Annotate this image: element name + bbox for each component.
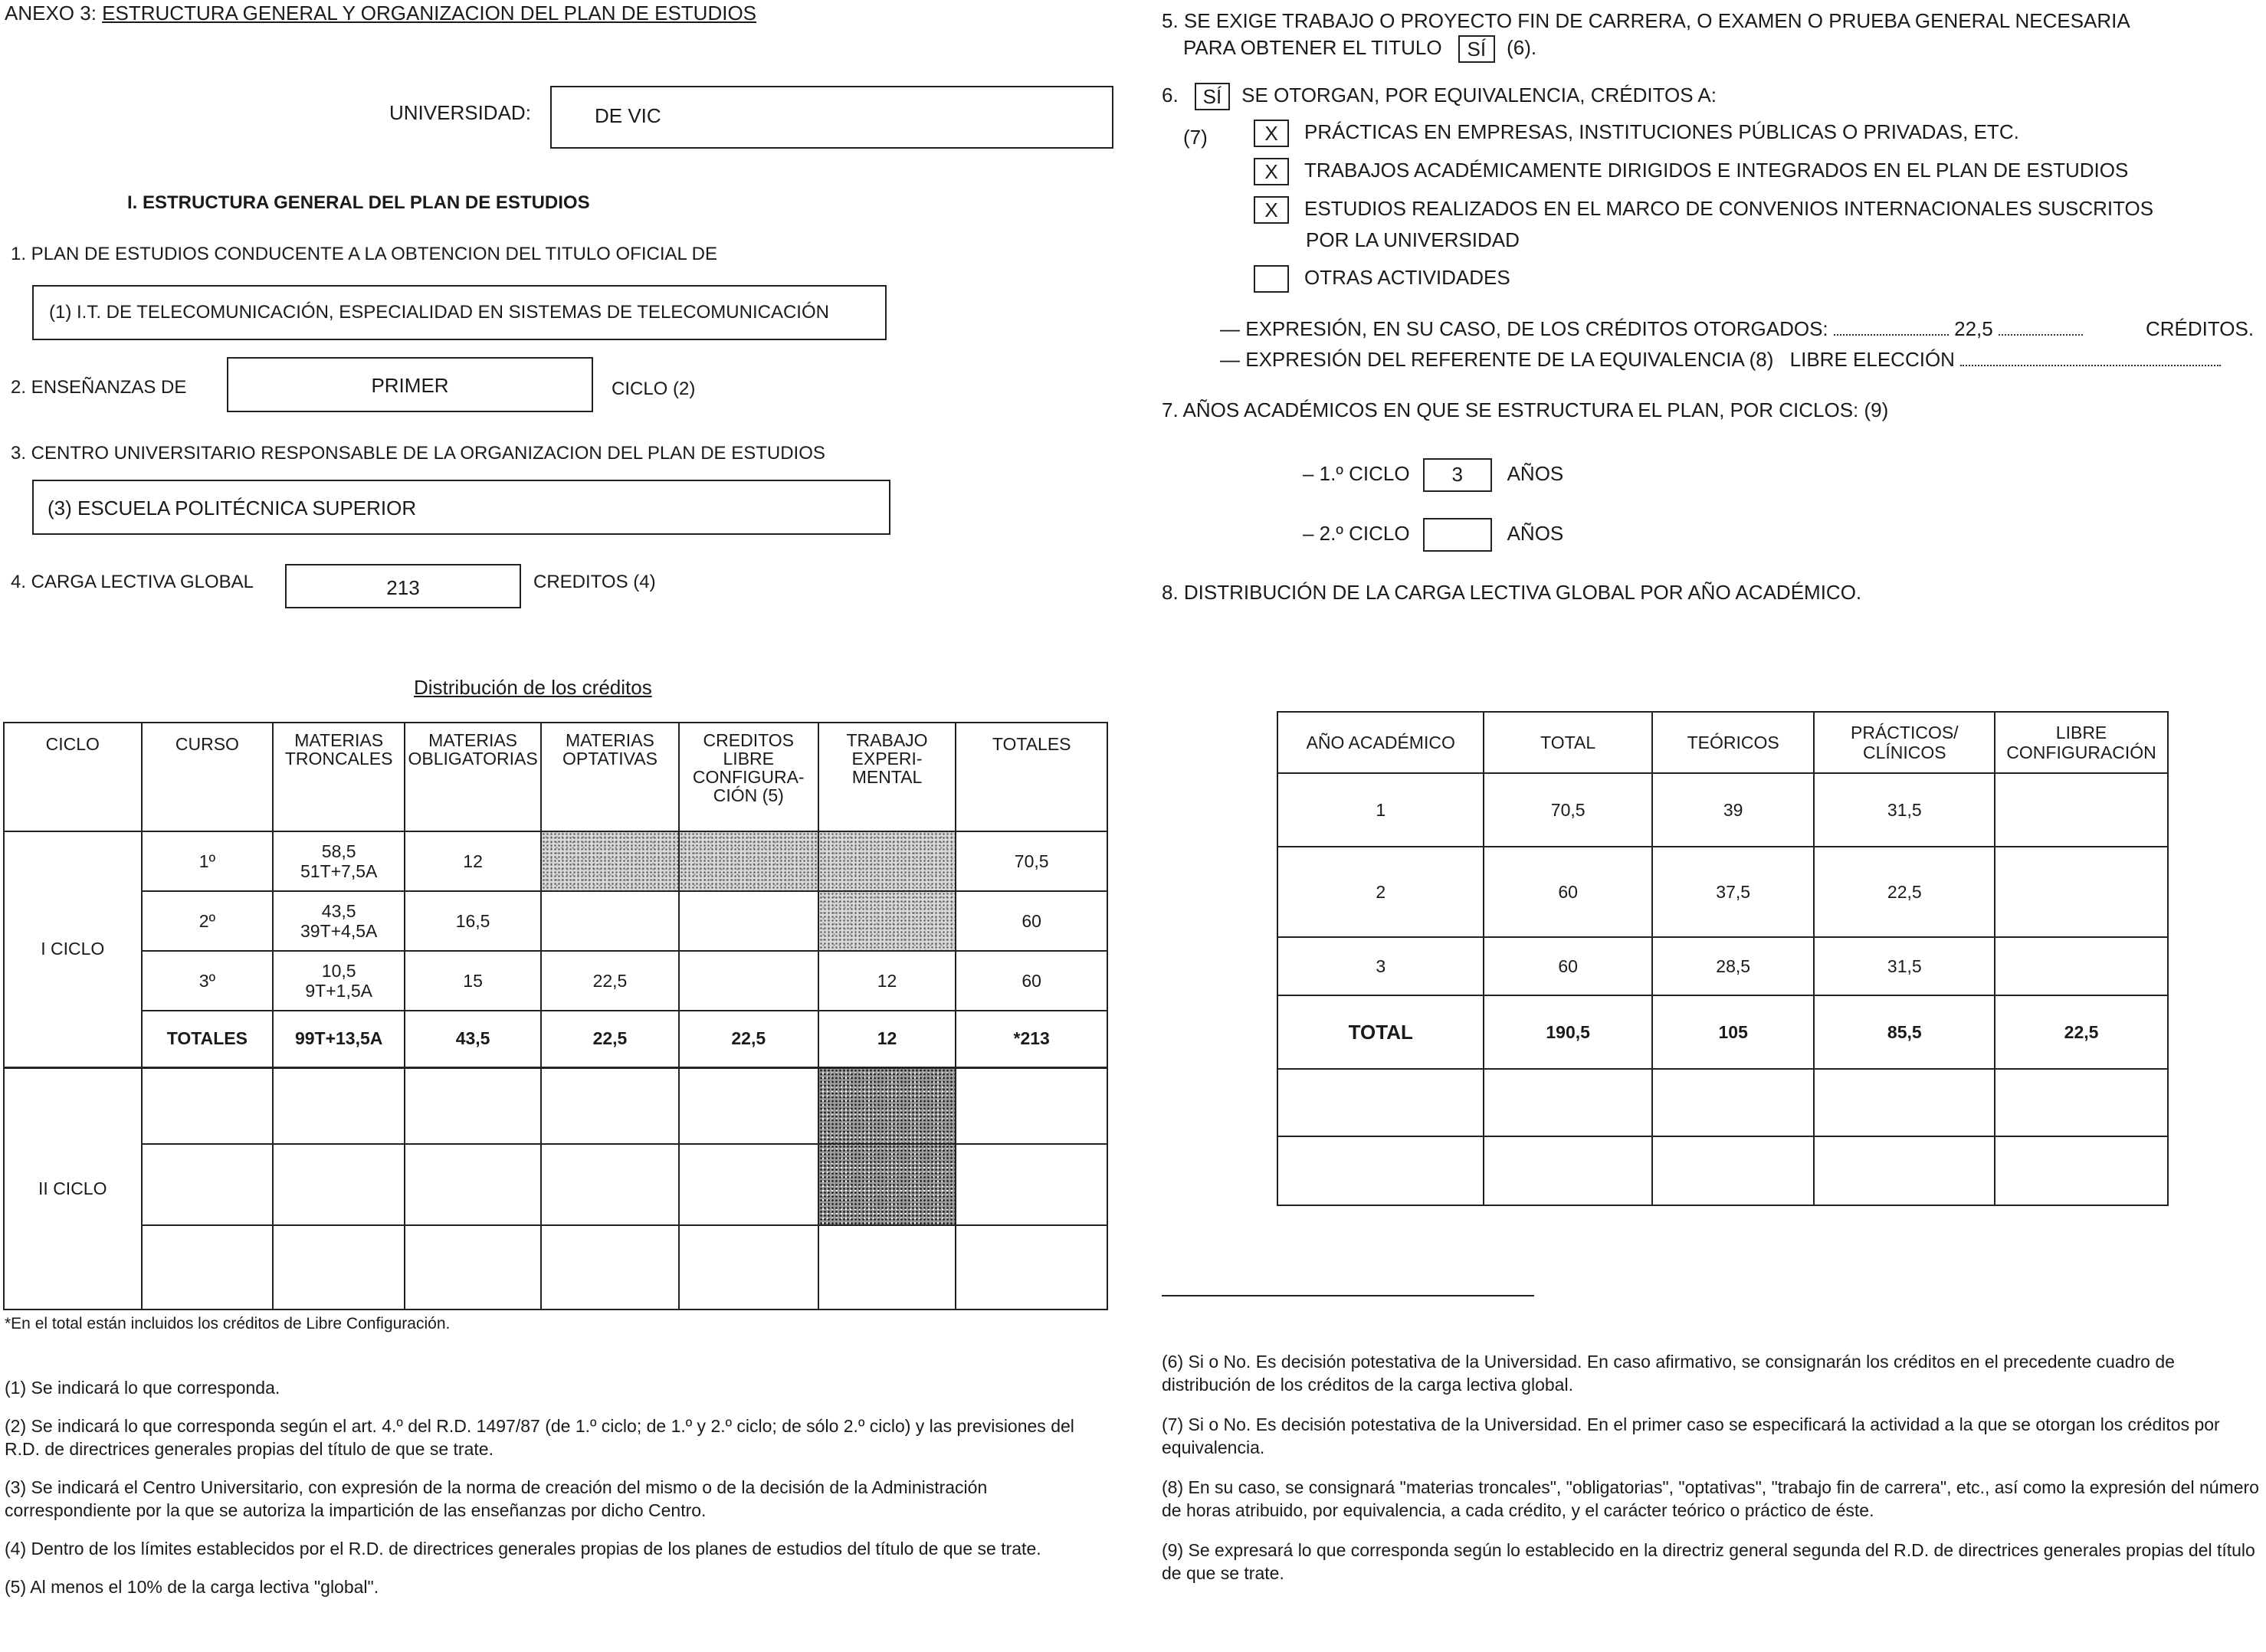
row2-curso: 2º xyxy=(142,891,274,951)
item5-line1: 5. SE EXIGE TRABAJO O PROYECTO FIN DE CARRERA, O EXAMEN O PRUEBA GENERAL NECESARIA xyxy=(1162,9,2130,32)
empty-cell xyxy=(1277,1069,1484,1136)
c1-years-label: AÑOS xyxy=(1507,461,1564,485)
otras-label: OTRAS ACTIVIDADES xyxy=(1304,265,1510,289)
table-row xyxy=(1277,847,2168,937)
table-row xyxy=(1277,1136,2168,1205)
row2-libre xyxy=(679,891,818,951)
empty-cell xyxy=(1995,1069,2168,1136)
option-otras xyxy=(1254,265,1510,293)
empty-cell xyxy=(541,1144,679,1225)
row3-troncales xyxy=(273,951,405,1011)
cycle2-label: II CICLO xyxy=(4,1067,142,1309)
expr1-line xyxy=(1220,317,2083,340)
row1-totales: 70,5 xyxy=(956,831,1107,891)
cycle-field xyxy=(227,357,593,412)
dotted-leader xyxy=(1999,319,2083,336)
annex-heading xyxy=(5,2,756,25)
year2-ano: 2 xyxy=(1277,847,1484,937)
expr2-label: — EXPRESIÓN DEL REFERENTE DE LA EQUIVALENCIA (8) xyxy=(1220,348,1774,371)
year3-ano: 3 xyxy=(1277,937,1484,995)
header-libre: CREDITOS LIBRE CONFIGURA-CIÓN (5) xyxy=(679,723,818,831)
totals-totales: *213 xyxy=(956,1011,1107,1067)
year1-libre xyxy=(1995,773,2168,847)
footnote-5: (5) Al menos el 10% de la carga lectiva "global". xyxy=(5,1577,379,1597)
year-header-row xyxy=(1277,712,2168,773)
shaded-cell xyxy=(818,1144,956,1225)
totals-obligatorias: 43,5 xyxy=(405,1011,541,1067)
footnote-8: (8) En su caso, se consignará "materias troncales", "obligatorias", "optativas", "trabajo fin de carrera", etc., así como la expresión del número de horas atribuido, por equivalencia, a cada crédito, y el carácter teórico o práctico de éste. xyxy=(1162,1477,2259,1520)
footnote-9: (9) Se expresará lo que corresponda según lo establecido en la directriz general segunda del R.D. de directrices generales propias del título de que se trate. xyxy=(1162,1540,2255,1583)
row1-curso: 1º xyxy=(142,831,274,891)
empty-cell xyxy=(273,1225,405,1309)
header-ano: AÑO ACADÉMICO xyxy=(1277,712,1484,773)
item6-heading xyxy=(1162,83,1717,110)
row2-obligatorias: 16,5 xyxy=(405,891,541,951)
row2-optativas xyxy=(541,891,679,951)
header-optativas: MATERIAS OPTATIVAS xyxy=(541,723,679,831)
footnote-1: (1) Se indicará lo que corresponda. xyxy=(5,1378,280,1398)
empty-cell xyxy=(541,1225,679,1309)
option-trabajos xyxy=(1254,158,2128,185)
empty-cell xyxy=(1484,1136,1651,1205)
total-total: 190,5 xyxy=(1484,995,1651,1069)
trabajos-checkbox[interactable]: X xyxy=(1254,158,1289,185)
header-curso: CURSO xyxy=(142,723,274,831)
item2-label: 2. ENSEÑANZAS DE xyxy=(11,377,187,398)
empty-cell xyxy=(818,1225,956,1309)
cycle1-label: I CICLO xyxy=(4,831,142,1067)
table-row xyxy=(1277,1069,2168,1136)
cycle-suffix: CICLO (2) xyxy=(612,379,696,399)
table-row xyxy=(4,831,1107,891)
total-practicos: 85,5 xyxy=(1814,995,1995,1069)
year1-practicos: 31,5 xyxy=(1814,773,1995,847)
totals-libre: 22,5 xyxy=(679,1011,818,1067)
table-row xyxy=(4,1225,1107,1309)
row1-troncales xyxy=(273,831,405,891)
equivalence-box: SÍ xyxy=(1195,83,1230,110)
item5-label: PARA OBTENER EL TITULO xyxy=(1183,35,1442,59)
empty-cell xyxy=(541,1067,679,1144)
table-row xyxy=(1277,937,2168,995)
trabajos-label: TRABAJOS ACADÉMICAMENTE DIRIGIDOS E INTEGRADOS EN EL PLAN DE ESTUDIOS xyxy=(1304,158,2129,182)
row3-troncales-value: 10,5 xyxy=(321,961,356,981)
footnote-6: (6) Si o No. Es decisión potestativa de la Universidad. En caso afirmativo, se consignarán los créditos en el precedente cuadro de distribución de los créditos de la carga lectiva global. xyxy=(1162,1352,2175,1395)
empty-cell xyxy=(142,1144,274,1225)
row2-trabajo xyxy=(818,891,956,951)
shaded-cell xyxy=(818,1067,956,1144)
university-label: UNIVERSIDAD: xyxy=(389,101,531,124)
row3-obligatorias: 15 xyxy=(405,951,541,1011)
row1-trabajo xyxy=(818,831,956,891)
year1-ano: 1 xyxy=(1277,773,1484,847)
c1-years-box: 3 xyxy=(1423,458,1492,492)
item4-label: 4. CARGA LECTIVA GLOBAL xyxy=(11,572,254,592)
year3-total: 60 xyxy=(1484,937,1651,995)
empty-cell xyxy=(273,1067,405,1144)
row2-totales: 60 xyxy=(956,891,1107,951)
empty-cell xyxy=(679,1225,818,1309)
total-teoricos: 105 xyxy=(1652,995,1815,1069)
year1-teoricos: 39 xyxy=(1652,773,1815,847)
row1-troncales-value: 58,5 xyxy=(321,841,356,861)
total-libre: 22,5 xyxy=(1995,995,2168,1069)
item6-num: 6. xyxy=(1162,83,1179,107)
header-practicos: PRÁCTICOS/ CLÍNICOS xyxy=(1814,712,1995,773)
empty-cell xyxy=(956,1225,1107,1309)
footnote-3: (3) Se indicará el Centro Universitario, con expresión de la norma de creación del mismo o de la decisión de la Administración correspondiente por la que se autoriza la impartición de las enseñanzas por dicho Centro. xyxy=(5,1477,988,1520)
empty-cell xyxy=(956,1067,1107,1144)
expr1-value: 22,5 xyxy=(1954,317,1993,340)
dotted-leader xyxy=(1834,319,1949,336)
total-label: TOTAL xyxy=(1277,995,1484,1069)
footnote-divider xyxy=(1162,1295,1534,1296)
option-practicas xyxy=(1254,120,2019,147)
dist-title: Distribución de los créditos xyxy=(414,676,652,699)
expr2-line xyxy=(1220,348,2221,371)
row3-libre xyxy=(679,951,818,1011)
header-trabajo: TRABAJO EXPERI-MENTAL xyxy=(818,723,956,831)
row1-optativas xyxy=(541,831,679,891)
year1-total: 70,5 xyxy=(1484,773,1651,847)
table-row xyxy=(4,1144,1107,1225)
cycle-value: PRIMER xyxy=(371,374,449,397)
expr1-unit: CRÉDITOS. xyxy=(2146,317,2255,340)
otras-checkbox[interactable] xyxy=(1254,265,1289,293)
dist-note: *En el total están incluidos los créditos de Libre Configuración. xyxy=(5,1315,451,1332)
row1-obligatorias: 12 xyxy=(405,831,541,891)
empty-cell xyxy=(1995,1136,2168,1205)
credits-value: 213 xyxy=(386,576,420,599)
year-total-row xyxy=(1277,995,2168,1069)
totals-label: TOTALES xyxy=(142,1011,274,1067)
c2-years-label: AÑOS xyxy=(1507,521,1564,545)
year3-libre xyxy=(1995,937,2168,995)
year3-teoricos: 28,5 xyxy=(1652,937,1815,995)
row2-troncales-sub: 39T+4,5A xyxy=(300,921,378,941)
totals-troncales: 99T+13,5A xyxy=(273,1011,405,1067)
empty-cell xyxy=(273,1144,405,1225)
item3-label: 3. CENTRO UNIVERSITARIO RESPONSABLE DE LA ORGANIZACION DEL PLAN DE ESTUDIOS xyxy=(11,443,825,464)
header-libre-config: LIBRE CONFIGURACIÓN xyxy=(1995,712,2168,773)
header-total: TOTAL xyxy=(1484,712,1651,773)
empty-cell xyxy=(679,1144,818,1225)
item1-label: 1. PLAN DE ESTUDIOS CONDUCENTE A LA OBTENCION DEL TITULO OFICIAL DE xyxy=(11,244,717,264)
empty-cell xyxy=(405,1144,541,1225)
year2-practicos: 22,5 xyxy=(1814,847,1995,937)
item5-line2 xyxy=(1183,35,1536,63)
dist-header-row xyxy=(4,723,1107,831)
title-field xyxy=(32,285,887,340)
row1-troncales-sub: 51T+7,5A xyxy=(300,861,378,881)
c1-label: – 1.º CICLO xyxy=(1303,461,1410,485)
empty-cell xyxy=(405,1225,541,1309)
header-ciclo: CICLO xyxy=(4,723,142,831)
empty-cell xyxy=(1652,1069,1815,1136)
year2-teoricos: 37,5 xyxy=(1652,847,1815,937)
practicas-label: PRÁCTICAS EN EMPRESAS, INSTITUCIONES PÚBLICAS O PRIVADAS, ETC. xyxy=(1304,120,2019,143)
row3-curso: 3º xyxy=(142,951,274,1011)
totals-row xyxy=(4,1011,1107,1067)
expr2-value: LIBRE ELECCIÓN xyxy=(1789,348,1955,371)
annex-title: ESTRUCTURA GENERAL Y ORGANIZACION DEL PLAN DE ESTUDIOS xyxy=(102,2,757,25)
c2-label: – 2.º CICLO xyxy=(1303,521,1410,545)
table-row xyxy=(4,951,1107,1011)
totals-optativas: 22,5 xyxy=(541,1011,679,1067)
empty-cell xyxy=(679,1067,818,1144)
table-row xyxy=(4,891,1107,951)
item7-c2 xyxy=(1303,518,1563,552)
estudios-checkbox[interactable]: X xyxy=(1254,196,1289,224)
empty-cell xyxy=(1652,1136,1815,1205)
footnote-4: (4) Dentro de los límites establecidos por el R.D. de directrices generales propias de los planes de estudios del título de que se trate. xyxy=(5,1539,1041,1559)
expr1-label: — EXPRESIÓN, EN SU CASO, DE LOS CRÉDITOS OTORGADOS: xyxy=(1220,317,1828,340)
header-troncales: MATERIAS TRONCALES xyxy=(273,723,405,831)
item7-label: 7. AÑOS ACADÉMICOS EN QUE SE ESTRUCTURA EL PLAN, POR CICLOS: (9) xyxy=(1162,398,1889,421)
empty-cell xyxy=(956,1144,1107,1225)
option-estudios xyxy=(1254,196,2153,224)
row3-troncales-sub: 9T+1,5A xyxy=(305,981,372,1001)
empty-cell xyxy=(142,1067,274,1144)
empty-cell xyxy=(1814,1136,1995,1205)
estudios-label-2: POR LA UNIVERSIDAD xyxy=(1306,228,1520,251)
year2-total: 60 xyxy=(1484,847,1651,937)
c2-years-box xyxy=(1423,518,1492,552)
row3-totales: 60 xyxy=(956,951,1107,1011)
empty-cell xyxy=(1484,1069,1651,1136)
row1-libre xyxy=(679,831,818,891)
item6-ref: (7) xyxy=(1183,126,1208,149)
practicas-checkbox[interactable]: X xyxy=(1254,120,1289,147)
dotted-leader xyxy=(1960,349,2221,366)
empty-cell xyxy=(1277,1136,1484,1205)
item5-note: (6). xyxy=(1507,35,1537,59)
section-title: I. ESTRUCTURA GENERAL DEL PLAN DE ESTUDIOS xyxy=(127,192,590,213)
item7-c1 xyxy=(1303,458,1563,492)
center-field xyxy=(32,480,890,535)
footnote-7: (7) Si o No. Es decisión potestativa de la Universidad. En el primer caso se especificará la actividad a la que se otorgan los créditos por equivalencia. xyxy=(1162,1414,2220,1457)
center-value: (3) ESCUELA POLITÉCNICA SUPERIOR xyxy=(48,497,417,520)
academic-year-table xyxy=(1277,711,2169,1206)
estudios-label: ESTUDIOS REALIZADOS EN EL MARCO DE CONVENIOS INTERNACIONALES SUSCRITOS xyxy=(1304,196,2154,220)
footnotes-right xyxy=(1162,1350,2259,1585)
row2-troncales xyxy=(273,891,405,951)
table-row xyxy=(1277,773,2168,847)
empty-cell xyxy=(1814,1069,1995,1136)
title-value: (1) I.T. DE TELECOMUNICACIÓN, ESPECIALIDAD EN SISTEMAS DE TELECOMUNICACIÓN xyxy=(49,302,829,323)
annex-prefix: ANEXO 3: xyxy=(5,2,97,25)
header-totales: TOTALES xyxy=(956,723,1107,831)
empty-cell xyxy=(405,1067,541,1144)
item6-label: SE OTORGAN, POR EQUIVALENCIA, CRÉDITOS A: xyxy=(1241,83,1717,107)
row3-optativas: 22,5 xyxy=(541,951,679,1011)
year3-practicos: 31,5 xyxy=(1814,937,1995,995)
credits-field xyxy=(285,564,521,608)
item8-label: 8. DISTRIBUCIÓN DE LA CARGA LECTIVA GLOBAL POR AÑO ACADÉMICO. xyxy=(1162,581,1862,604)
row2-troncales-value: 43,5 xyxy=(321,901,356,921)
row3-trabajo: 12 xyxy=(818,951,956,1011)
footnotes-left xyxy=(5,1376,1108,1598)
university-field xyxy=(550,86,1113,149)
totals-trabajo: 12 xyxy=(818,1011,956,1067)
empty-cell xyxy=(142,1225,274,1309)
year2-libre xyxy=(1995,847,2168,937)
header-teoricos: TEÓRICOS xyxy=(1652,712,1815,773)
table-row xyxy=(4,1067,1107,1144)
final-project-box: SÍ xyxy=(1458,35,1495,63)
university-value: DE VIC xyxy=(595,104,661,127)
footnote-2: (2) Se indicará lo que corresponda según el art. 4.º del R.D. 1497/87 (de 1.º ciclo; de 1.º y 2.º ciclo; de sólo 2.º ciclo) y las previsiones del R.D. de directrices generales propias del título de que se trate. xyxy=(5,1416,1074,1459)
credits-suffix: CREDITOS (4) xyxy=(533,572,656,592)
header-obligatorias: MATERIAS OBLIGATORIAS xyxy=(405,723,541,831)
credits-distribution-table xyxy=(3,722,1108,1310)
